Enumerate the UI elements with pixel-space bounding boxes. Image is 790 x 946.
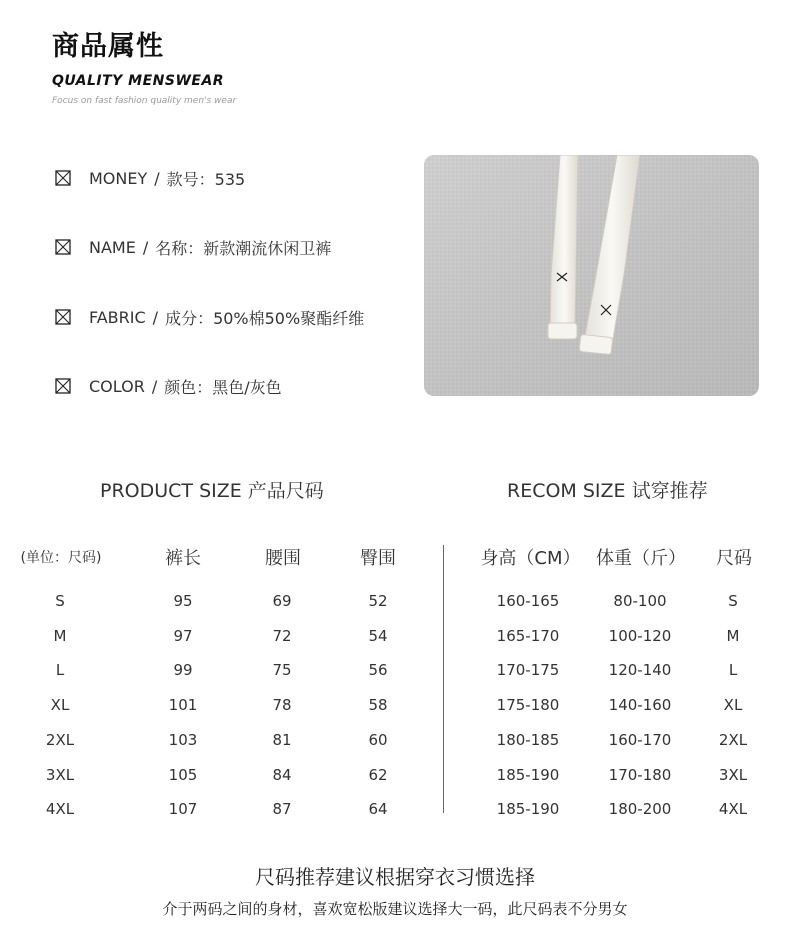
attribute-value: 名称：新款潮流休闲卫裤 [155, 238, 332, 258]
attribute-label: NAME [89, 237, 136, 257]
recom-size-cell: 100-120 [608, 626, 672, 645]
recom-size-cell: L [728, 661, 738, 680]
product-size-cell: 107 [168, 800, 198, 819]
product-size-cell: 95 [173, 592, 193, 610]
recom-size-cell: 170-180 [608, 765, 672, 784]
checkbox-x-icon [55, 170, 71, 186]
product-size-cell: 54 [368, 626, 388, 645]
checkbox-x-icon [55, 239, 71, 255]
product-size-cell: 2XL [45, 730, 75, 749]
attribute-label: MONEY [89, 168, 148, 188]
recom-size-cell: 160-165 [496, 592, 560, 610]
product-size-cell: 64 [368, 800, 388, 819]
recom-size-cell: 160-170 [608, 730, 672, 749]
recom-size-cell: 170-175 [496, 661, 560, 680]
product-size-cell: 84 [272, 765, 292, 784]
recom-size-cell: XL [723, 696, 743, 715]
recom-size-cell: 180-200 [608, 800, 672, 819]
attribute-value: 颜色：黑色/灰色 [164, 377, 282, 397]
product-size-cell: 3XL [45, 765, 75, 784]
product-size-cell: 87 [272, 800, 292, 819]
attribute-separator: / [154, 168, 160, 188]
size-header: 尺码 [716, 548, 752, 569]
recom-size-cell: M [726, 626, 740, 645]
attribute-label: COLOR [89, 376, 145, 396]
recom-size-cell: 185-190 [496, 765, 560, 784]
page-title: 商品属性 [52, 31, 164, 62]
product-size-cell: 58 [368, 696, 388, 715]
product-size-cell: 69 [272, 592, 292, 610]
attribute-separator: / [152, 307, 159, 327]
length-header: 裤长 [165, 548, 201, 569]
product-size-cell: XL [50, 696, 70, 715]
product-size-cell: 103 [168, 730, 198, 749]
product-size-cell: 97 [173, 626, 193, 645]
recom-size-cell: 175-180 [496, 696, 560, 715]
checkbox-x-icon [55, 378, 71, 394]
attribute-separator: / [142, 237, 149, 257]
attribute-label: FABRIC [89, 307, 146, 327]
height-header: 身高（CM） [480, 548, 581, 569]
product-size-cell: 62 [368, 765, 388, 784]
brand-subtitle: QUALITY MENSWEAR [52, 73, 225, 89]
product-size-cell: 52 [368, 592, 388, 610]
product-size-cell: 99 [173, 661, 193, 680]
product-size-cell: 78 [272, 696, 292, 715]
recom-size-cell: 80-100 [613, 592, 667, 610]
waist-header: 腰围 [265, 548, 301, 569]
product-size-cell: 4XL [45, 800, 75, 819]
recom-size-cell: 165-170 [496, 626, 560, 645]
drawstring-fabric-image [424, 155, 759, 396]
recom-size-cell: 180-185 [496, 730, 560, 749]
recom-size-title: RECOM SIZE 试穿推荐 [507, 480, 708, 502]
attribute-value: 成分：50%棉50%聚酯纤维 [165, 308, 365, 328]
recom-size-cell: 2XL [718, 730, 748, 749]
checkbox-x-icon [55, 309, 71, 325]
product-size-cell: L [55, 661, 65, 680]
product-size-cell: 105 [168, 765, 198, 784]
product-size-cell: 72 [272, 626, 292, 645]
recom-size-cell: 140-160 [608, 696, 672, 715]
footer-recommendation: 尺码推荐建议根据穿衣习惯选择 [255, 865, 535, 889]
attribute-row-color [55, 376, 282, 396]
product-size-title: PRODUCT SIZE 产品尺码 [100, 480, 324, 502]
product-size-cell: 81 [272, 730, 292, 749]
product-size-cell: 60 [368, 730, 388, 749]
product-size-cell: S [55, 592, 65, 610]
attribute-value: 款号：535 [166, 169, 246, 189]
weight-header: 体重（斤） [596, 548, 686, 569]
product-detail-photo [424, 155, 759, 396]
attribute-row-name [55, 237, 331, 257]
recom-size-cell: 185-190 [496, 800, 560, 819]
recom-size-cell: S [728, 592, 738, 610]
hip-header: 臀围 [360, 548, 396, 569]
attribute-row-fabric [55, 307, 364, 327]
attribute-row-money [55, 168, 245, 188]
brand-tagline: Focus on fast fashion quality men's wear [52, 96, 237, 106]
product-size-cell: 101 [168, 696, 198, 715]
product-size-cell: M [53, 626, 67, 645]
footer-note: 介于两码之间的身材，喜欢宽松版建议选择大一码，此尺码表不分男女 [162, 900, 628, 918]
recom-size-cell: 4XL [718, 800, 748, 819]
table-divider [443, 545, 444, 813]
unit-header: (单位：尺码) [20, 550, 102, 566]
product-size-cell: 56 [368, 661, 388, 680]
product-size-cell: 75 [272, 661, 292, 680]
attribute-separator: / [151, 376, 158, 396]
recom-size-cell: 120-140 [608, 661, 672, 680]
recom-size-cell: 3XL [718, 765, 748, 784]
